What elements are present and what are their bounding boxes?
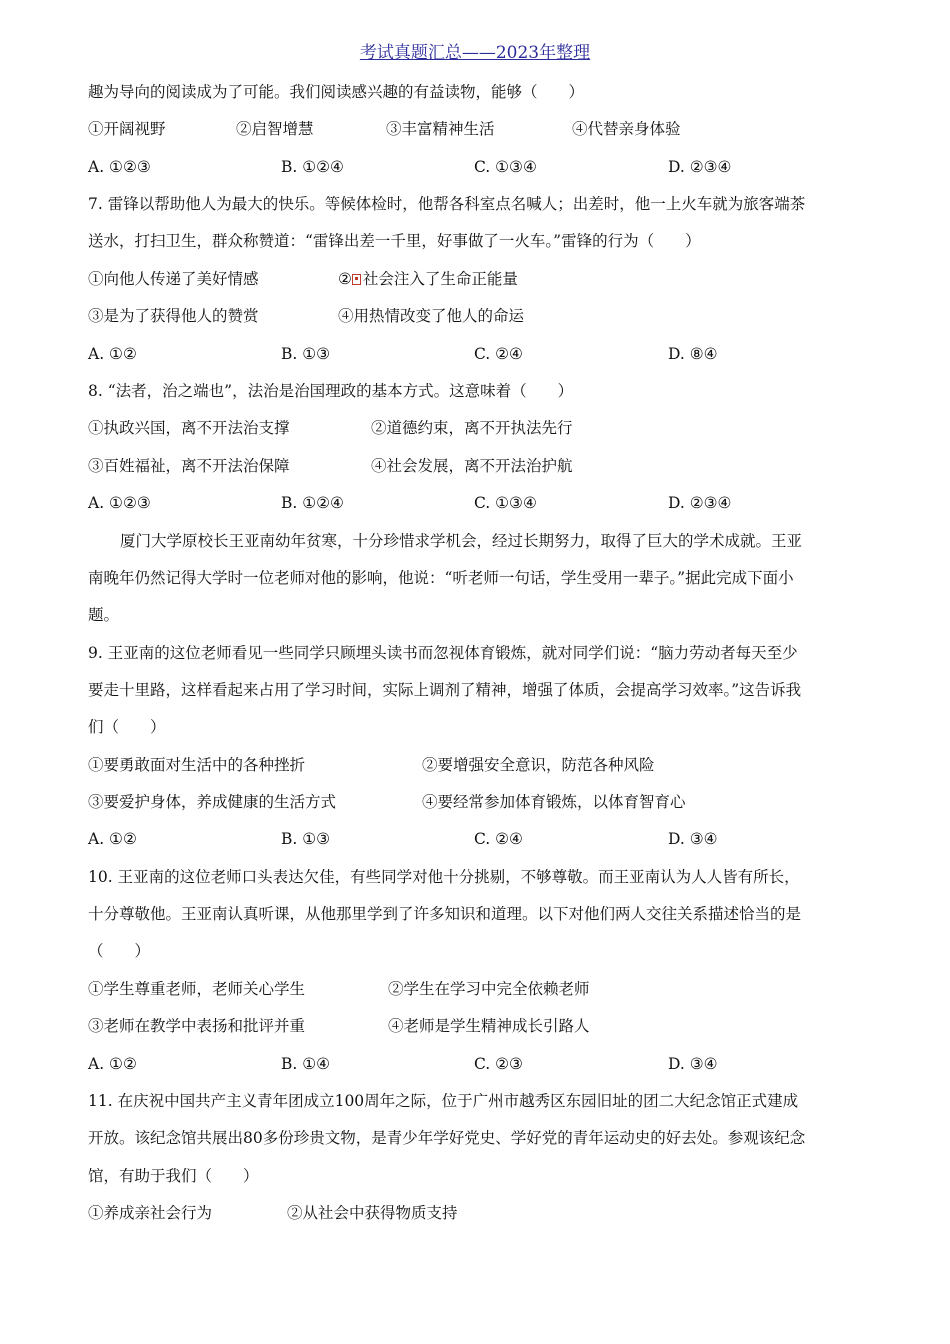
q8-option-1: ①执政兴国，离不开法治支撑 xyxy=(88,419,290,437)
q8-answer-b: B. ①②④ xyxy=(281,494,344,512)
q9-answer-b: B. ①③ xyxy=(281,830,331,848)
page-header: 考试真题汇总——2023年整理 xyxy=(359,43,591,63)
material-line-3: 题。 xyxy=(88,606,120,624)
q7-option-3: ③是为了获得他人的赞赏 xyxy=(88,307,259,325)
q9-stem-line-1: 9. 王亚南的这位老师看见一些同学只顾埋头读书而忽视体育锻炼，就对同学们说：“脑力劳动者每天至少 xyxy=(88,644,798,662)
q9-answer-d: D. ③④ xyxy=(668,830,718,848)
q7-option-2-text: 社会注入了生命正能量 xyxy=(362,270,518,288)
q10-option-2: ②学生在学习中完全依赖老师 xyxy=(388,980,590,998)
q8-option-4: ④社会发展，离不开法治护航 xyxy=(371,457,573,475)
q11-option-2: ②从社会中获得物质支持 xyxy=(287,1204,458,1222)
q7-stem-line-2: 送水，打扫卫生，群众称赞道：“雷锋出差一千里，好事做了一火车。”雷锋的行为（ ） xyxy=(88,232,701,250)
q10-answer-b: B. ①④ xyxy=(281,1055,331,1073)
q9-answer-a: A. ①② xyxy=(88,830,137,848)
q10-stem-line-3: （ ） xyxy=(88,942,151,960)
q8-answer-c: C. ①③④ xyxy=(474,494,537,512)
q11-stem-line-3: 馆，有助于我们（ ） xyxy=(88,1167,259,1185)
q9-option-4: ④要经常参加体育锻炼，以体育智育心 xyxy=(422,793,686,811)
q8-answer-a: A. ①②③ xyxy=(88,494,151,512)
q10-option-3: ③老师在教学中表扬和批评并重 xyxy=(88,1017,306,1035)
q8-stem: 8. “法者，治之端也”，法治是治国理政的基本方式。这意味着（ ） xyxy=(88,382,574,400)
q6-stem-tail: 趣为导向的阅读成为了可能。我们阅读感兴趣的有益读物，能够（ ） xyxy=(88,83,585,101)
material-line-1: 厦门大学原校长王亚南幼年贫寒，十分珍惜求学机会，经过长期努力，取得了巨大的学术成就。王亚 xyxy=(120,532,803,550)
q8-option-2: ②道德约束，离不开执法先行 xyxy=(371,419,573,437)
q10-answer-d: D. ③④ xyxy=(668,1055,718,1073)
q10-option-1: ①学生尊重老师，老师关心学生 xyxy=(88,980,306,998)
q10-option-4: ④老师是学生精神成长引路人 xyxy=(388,1017,590,1035)
q6-option-3: ③丰富精神生活 xyxy=(386,120,495,138)
q10-answer-a: A. ①② xyxy=(88,1055,137,1073)
q8-option-3: ③百姓福祉，离不开法治保障 xyxy=(88,457,290,475)
q9-option-2: ②要增强安全意识，防范各种风险 xyxy=(422,756,655,774)
q11-stem-line-2: 开放。该纪念馆共展出80多份珍贵文物，是青少年学好党史、学好党的青年运动史的好去处。参观该纪念 xyxy=(88,1129,806,1147)
q11-stem-line-1: 11. 在庆祝中国共产主义青年团成立100周年之际，位于广州市越秀区东园旧址的团二大纪念馆正式建成 xyxy=(88,1092,799,1110)
q6-answer-d: D. ②③④ xyxy=(668,158,732,176)
q7-answer-c: C. ②④ xyxy=(474,345,523,363)
q9-option-1: ①要勇敢面对生活中的各种挫折 xyxy=(88,756,306,774)
q11-option-1: ①养成亲社会行为 xyxy=(88,1204,213,1222)
q7-answer-d: D. ⑧④ xyxy=(668,345,718,363)
material-line-2: 南晚年仍然记得大学时一位老师对他的影响，他说：“听老师一句话，学生受用一辈子。”据此完成下面小 xyxy=(88,569,794,587)
q10-answer-c: C. ②③ xyxy=(474,1055,523,1073)
q9-answer-c: C. ②④ xyxy=(474,830,523,848)
q6-answer-a: A. ①②③ xyxy=(88,158,151,176)
q9-stem-line-3: 们（ ） xyxy=(88,718,166,736)
q9-option-3: ③要爱护身体，养成健康的生活方式 xyxy=(88,793,337,811)
q10-stem-line-2: 十分尊敬他。王亚南认真听课，从他那里学到了许多知识和道理。以下对他们两人交往关系描述恰当的是 xyxy=(88,905,802,923)
q7-option-4: ④用热情改变了他人的命运 xyxy=(338,307,525,325)
q6-option-4: ④代替亲身体验 xyxy=(572,120,681,138)
q6-option-2: ②启智增慧 xyxy=(236,120,314,138)
q6-answer-b: B. ①②④ xyxy=(281,158,344,176)
q7-answer-a: A. ①② xyxy=(88,345,137,363)
q7-option-2-prefix: ② xyxy=(338,270,352,288)
q7-stem-line-1: 7. 雷锋以帮助他人为最大的快乐。等候体检时，他帮各科室点名喊人；出差时，他一上火车就为旅客端茶 xyxy=(88,195,806,213)
q6-answer-c: C. ①③④ xyxy=(474,158,537,176)
q8-answer-d: D. ②③④ xyxy=(668,494,732,512)
missing-glyph-icon xyxy=(352,274,361,285)
q6-option-1: ①开阔视野 xyxy=(88,120,166,138)
q7-option-2 xyxy=(338,269,518,289)
q7-answer-b: B. ①③ xyxy=(281,345,331,363)
q10-stem-line-1: 10. 王亚南的这位老师口头表达欠佳，有些同学对他十分挑剔，不够尊敬。而王亚南认为人人皆有所长， xyxy=(88,868,800,886)
q9-stem-line-2: 要走十里路，这样看起来占用了学习时间，实际上调剂了精神，增强了体质，会提高学习效率。”这告诉我 xyxy=(88,681,802,699)
q7-option-1: ①向他人传递了美好情感 xyxy=(88,270,259,288)
